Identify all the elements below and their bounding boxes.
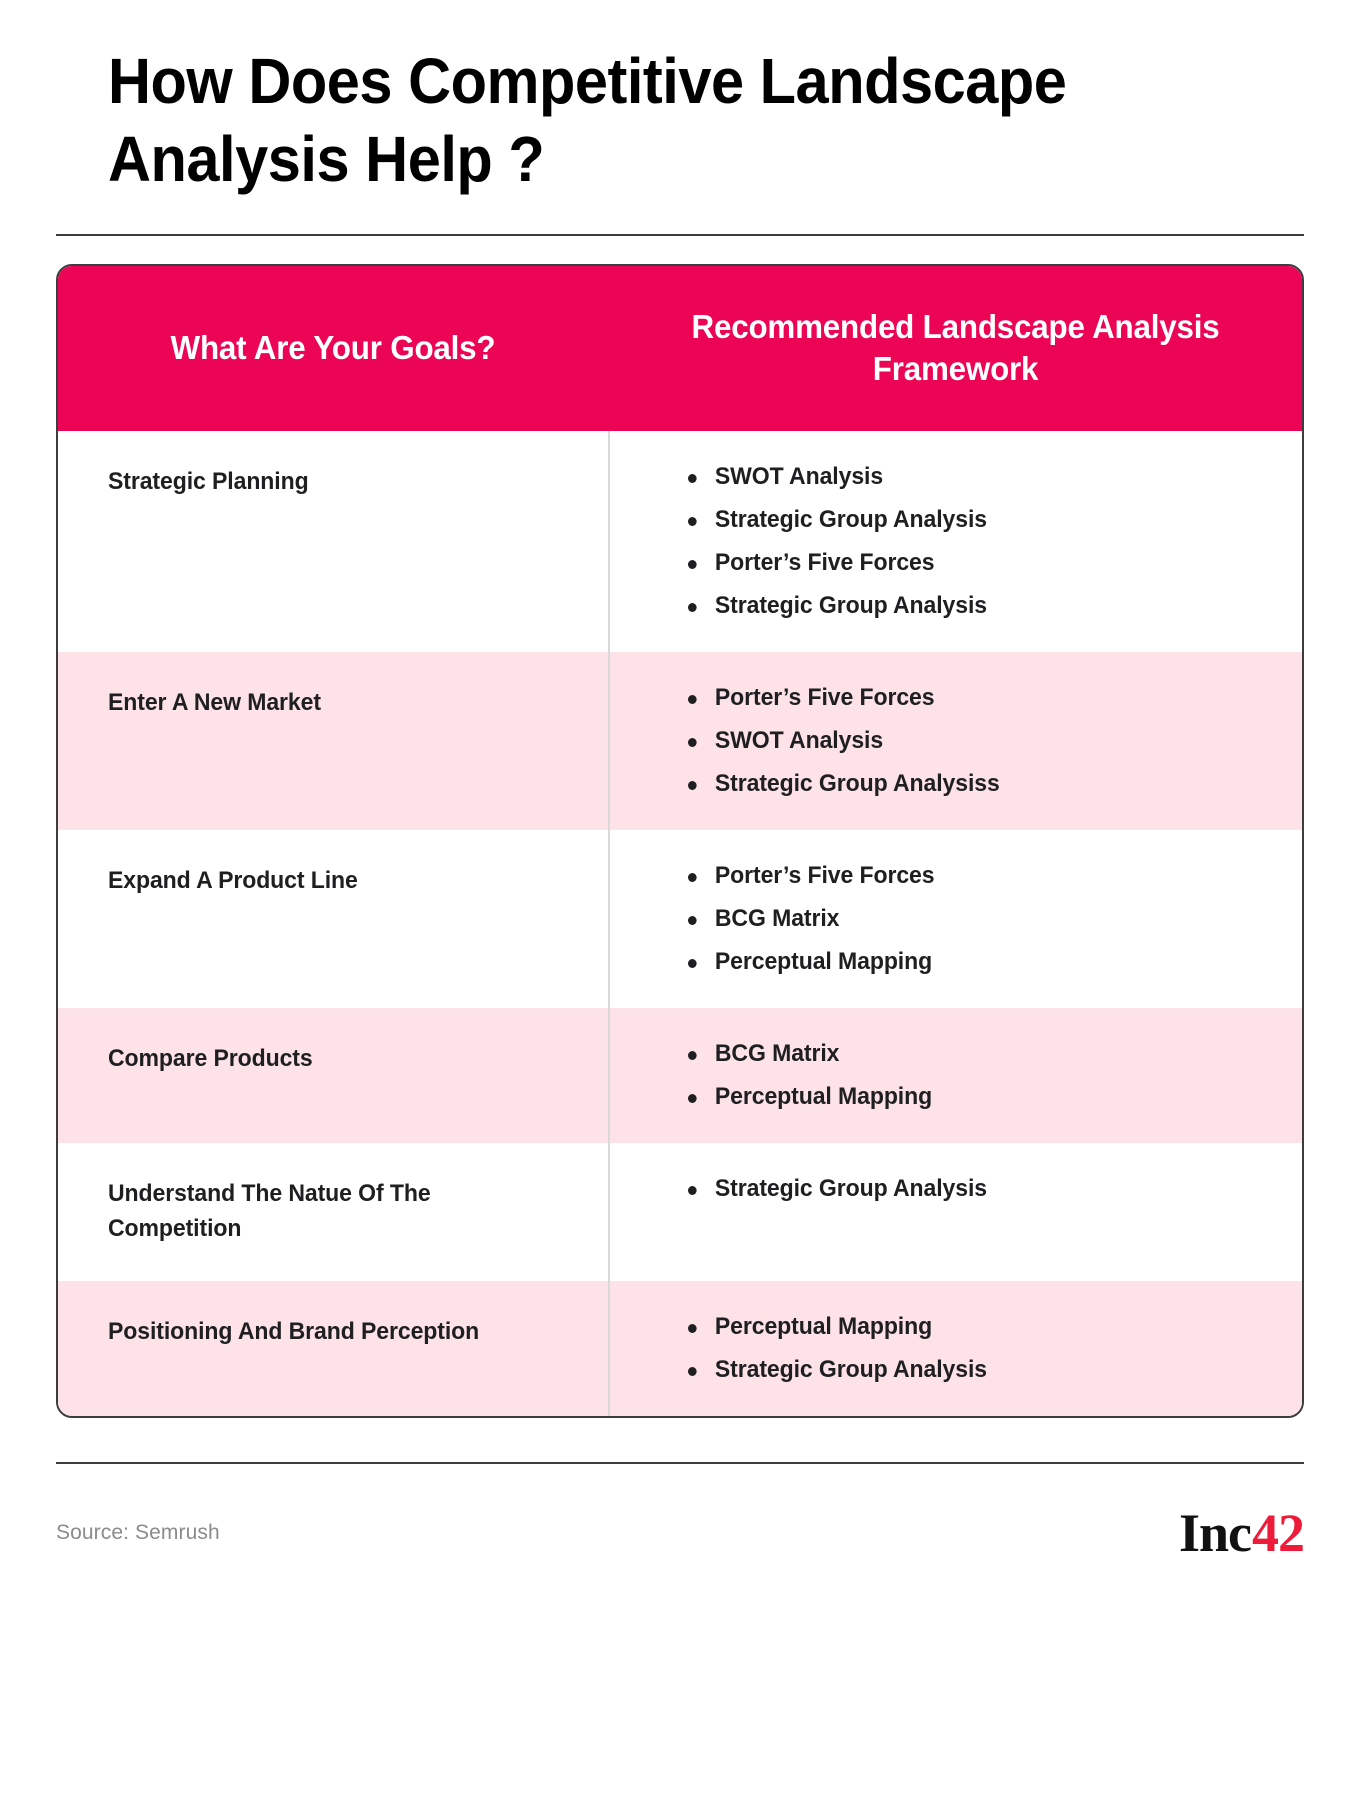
list-item: Strategic Group Analysis <box>688 1177 987 1201</box>
table-header-goals-label: What Are Your Goals? <box>170 328 495 366</box>
framework-list <box>610 1177 999 1201</box>
list-item: Porter’s Five Forces <box>688 864 935 888</box>
table-row <box>58 1008 1302 1143</box>
framework-cell <box>608 1008 1302 1143</box>
table-header-goals <box>58 266 607 431</box>
goal-label: Strategic Planning <box>108 468 309 496</box>
logo-wordmark: Inc <box>1178 1502 1251 1563</box>
goal-cell <box>58 652 608 830</box>
source-label: Source: Semrush <box>56 1520 220 1544</box>
table-row <box>58 1281 1302 1416</box>
list-item: Strategic Group Analysis <box>688 594 987 618</box>
list-item: Strategic Group Analysis <box>688 1358 987 1382</box>
list-item: Porter’s Five Forces <box>688 551 987 575</box>
framework-list <box>610 864 945 974</box>
list-item: Perceptual Mapping <box>688 950 935 974</box>
list-item: SWOT Analysis <box>688 729 1000 753</box>
table-header-frameworks-label: Recommended Landscape Analysis Framework <box>691 308 1220 387</box>
goal-label: Compare Products <box>108 1045 313 1073</box>
framework-list <box>610 465 999 618</box>
inc42-logo <box>1178 1502 1304 1563</box>
framework-cell <box>608 431 1302 652</box>
list-item: SWOT Analysis <box>688 465 987 489</box>
list-item: BCG Matrix <box>688 1042 932 1066</box>
framework-cell <box>608 1281 1302 1416</box>
framework-list <box>610 686 1013 796</box>
title-block <box>56 0 1304 198</box>
table-row <box>58 1143 1302 1281</box>
framework-cell <box>608 830 1302 1008</box>
goal-label: Enter A New Market <box>108 689 321 717</box>
list-item: Strategic Group Analysiss <box>688 772 1000 796</box>
goal-cell <box>58 1281 608 1416</box>
table-row <box>58 830 1302 1008</box>
goal-label: Expand A Product Line <box>108 867 358 895</box>
goal-cell <box>58 1008 608 1143</box>
framework-list <box>610 1312 999 1383</box>
goal-cell <box>58 830 608 1008</box>
table-row <box>58 431 1302 652</box>
comparison-table <box>56 264 1304 1418</box>
goal-label: Understand The Natue Of The Competition <box>108 1180 431 1243</box>
title-divider <box>56 234 1304 236</box>
list-item: Perceptual Mapping <box>688 1085 932 1109</box>
goal-cell <box>58 431 608 652</box>
table-row <box>58 652 1302 830</box>
framework-cell <box>608 652 1302 830</box>
list-item: Perceptual Mapping <box>688 1315 987 1339</box>
list-item: Strategic Group Analysis <box>688 508 987 532</box>
goal-label: Positioning And Brand Perception <box>108 1317 480 1345</box>
table-header-row <box>58 266 1302 431</box>
page-title: How Does Competitive Landscape Analysis Help ? <box>108 45 1067 196</box>
table-header-frameworks <box>609 266 1302 431</box>
framework-cell <box>608 1143 1302 1281</box>
list-item: BCG Matrix <box>688 907 935 931</box>
footer <box>56 1464 1304 1563</box>
goal-cell <box>58 1143 608 1281</box>
framework-list <box>610 1042 942 1109</box>
logo-number: 42 <box>1252 1502 1304 1563</box>
list-item: Porter’s Five Forces <box>688 686 1000 710</box>
